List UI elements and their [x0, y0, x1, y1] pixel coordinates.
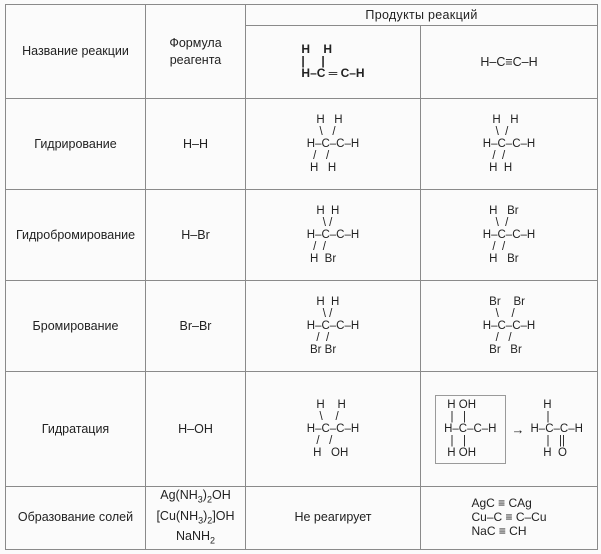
- ethene-product-cell: [246, 99, 421, 190]
- mol-row: H–C–C–H: [482, 228, 536, 241]
- ethene-product: [307, 114, 359, 174]
- reagent-formula: $[Cu(NH_3)_2]OH$: [156, 508, 235, 526]
- ethene-product: [307, 399, 359, 459]
- ethyne-salts: [471, 496, 546, 538]
- table-row: [6, 372, 598, 486]
- mol-row: H H: [482, 161, 513, 174]
- ethene-row-3: H–C ═ C–H: [301, 66, 365, 81]
- mol-row: Br Br: [306, 343, 337, 356]
- ethyne-formula: H–C≡C–H: [480, 54, 538, 69]
- mol-row: H: [530, 399, 552, 412]
- mol-row: H H: [306, 204, 340, 217]
- mol-row: H Br: [306, 252, 337, 265]
- ethene-row-1: H H: [301, 42, 333, 57]
- header-products: Продукты реакций: [246, 5, 598, 26]
- reaction-name: Гидратация: [6, 372, 146, 486]
- mol-row: | |: [444, 410, 467, 423]
- reaction-arrow-icon: →: [511, 421, 525, 437]
- mol-row: H–C–C–H: [306, 137, 360, 150]
- mol-row: \ /: [306, 307, 333, 320]
- ethyne-product-cell: [421, 372, 598, 486]
- mol-row: / /: [482, 331, 512, 344]
- ethyne-product-cell: [421, 281, 598, 372]
- header-reagent-formula: [146, 5, 246, 99]
- mol-row: | |: [444, 434, 467, 447]
- ethene-product-cell: [246, 281, 421, 372]
- mol-row: H–C–C–H: [482, 137, 536, 150]
- ethyne-product-cell: [421, 486, 598, 549]
- hydration-scheme: [435, 395, 583, 464]
- reagent-formula: NaNH$_2$: [175, 529, 216, 546]
- mol-row: |: [530, 411, 550, 424]
- reaction-name: Образование солей: [6, 486, 146, 549]
- mol-row: H OH: [306, 446, 349, 459]
- aldehyde-product: [531, 399, 583, 459]
- mol-row: Br Br: [482, 343, 522, 356]
- mol-row: H OH: [444, 398, 477, 411]
- mol-row: \ /: [482, 216, 509, 229]
- mol-row: / /: [306, 149, 330, 162]
- reactions-table: [5, 4, 598, 550]
- salt-formula: Cu–C ≡ C–Cu: [471, 510, 547, 525]
- reagent-formula: H–H: [146, 99, 246, 190]
- mol-row: H–C–C–H: [444, 422, 497, 435]
- reagent-formula: $Ag(NH_3)_2OH$: [160, 488, 231, 505]
- mol-row: / /: [306, 240, 326, 253]
- mol-row: H Br: [482, 204, 519, 217]
- reaction-name: Бромирование: [6, 281, 146, 372]
- mol-row: | ||: [530, 435, 566, 448]
- mol-row: / /: [306, 331, 330, 344]
- ethene-formula: [301, 43, 364, 79]
- mol-row: / /: [306, 434, 333, 447]
- mol-row: \ /: [306, 410, 339, 423]
- mol-row: H–C–C–H: [306, 422, 360, 435]
- mol-row: \ /: [482, 125, 509, 138]
- ethyne-product-cell: [421, 99, 598, 190]
- mol-row: \ /: [306, 216, 333, 229]
- mol-row: H O: [530, 447, 567, 460]
- ethene-product-cell: Не реагирует: [246, 486, 421, 549]
- mol-row: \ /: [306, 125, 336, 138]
- header-reagent-formula-text: Формула реагента: [169, 35, 222, 67]
- ethyne-product: [483, 114, 535, 174]
- mol-row: H–C–C–H: [306, 228, 360, 241]
- mol-row: Br Br: [482, 295, 525, 308]
- mol-row: H H: [482, 113, 519, 126]
- mol-row: H OH: [444, 446, 477, 459]
- mol-row: \ /: [482, 307, 515, 320]
- ethyne-product: [483, 296, 535, 356]
- enol-bracket: [435, 395, 505, 464]
- mol-row: H H: [306, 398, 346, 411]
- salt-formula: NaC ≡ CH: [471, 524, 527, 539]
- salt-formula: AgC ≡ CAg: [471, 496, 532, 511]
- reagent-formula-cell: [146, 486, 246, 549]
- mol-row: H–C–C–H: [306, 319, 360, 332]
- mol-row: H H: [306, 113, 343, 126]
- mol-row: H Br: [482, 252, 519, 265]
- mol-row: H H: [306, 161, 337, 174]
- mol-row: H H: [306, 295, 340, 308]
- header-ethyne: [421, 26, 598, 99]
- ethene-product: [307, 205, 359, 265]
- reagent-formula: Br–Br: [146, 281, 246, 372]
- mol-row: H–C–C–H: [530, 423, 583, 436]
- reagent-formula: H–Br: [146, 190, 246, 281]
- reagent-formula: H–OH: [146, 372, 246, 486]
- table-row: [6, 281, 598, 372]
- ethene-product: [307, 296, 359, 356]
- ethene-product-cell: [246, 372, 421, 486]
- reagent-formulas: [146, 487, 245, 549]
- ethene-row-2: | |: [301, 54, 325, 69]
- mol-row: / /: [482, 240, 506, 253]
- ethene-product-cell: [246, 190, 421, 281]
- table-row: [6, 486, 598, 549]
- mol-row: / /: [482, 149, 506, 162]
- table-row: [6, 190, 598, 281]
- mol-row: H–C–C–H: [482, 319, 536, 332]
- ethyne-product-cell: [421, 190, 598, 281]
- ethyne-product: [483, 205, 535, 265]
- header-reaction-name: Название реакции: [6, 5, 146, 99]
- table-row: [6, 99, 598, 190]
- reaction-name: Гидробромирование: [6, 190, 146, 281]
- header-ethene: [246, 26, 421, 99]
- reaction-name: Гидрирование: [6, 99, 146, 190]
- enol-intermediate: [444, 399, 496, 459]
